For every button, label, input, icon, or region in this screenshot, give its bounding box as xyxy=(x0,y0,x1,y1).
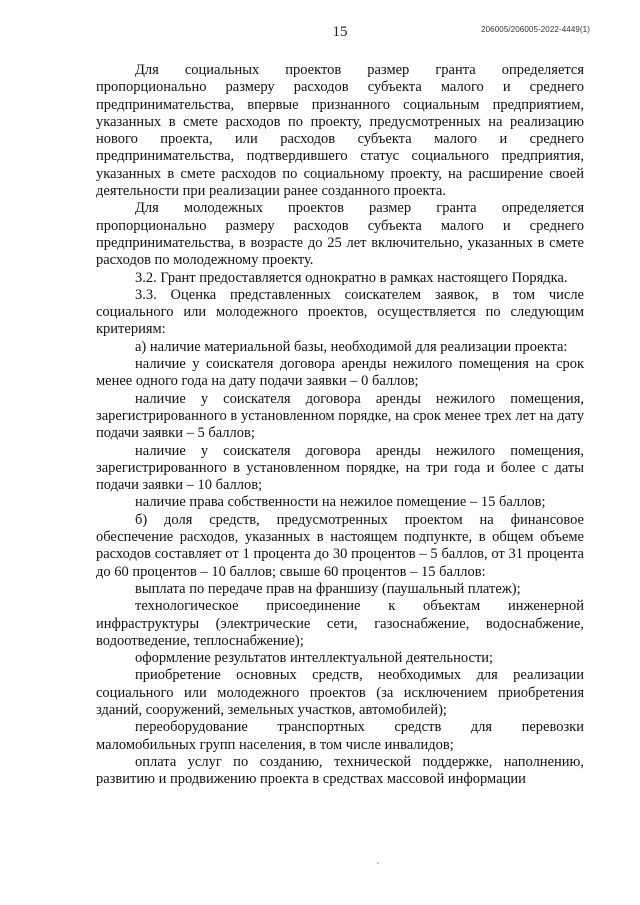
document-body xyxy=(96,62,584,788)
document-id: 206005/206005-2022-4449(1) xyxy=(481,25,590,34)
paragraph: наличие у соискателя договора аренды нежилого помещения на срок менее одного года на дату подачи заявки – 0 баллов; xyxy=(96,356,584,390)
page-number: 15 xyxy=(332,24,348,40)
paragraph: б) доля средств, предусмотренных проектом на финансовое обеспечение расходов, указанных в настоящем подпункте, в общем объеме расходов составляет от 1 процента до 30 процентов – 5 баллов, от 31 процента до 60 процентов – 10 баллов; свыше 60 процентов – 15 баллов: xyxy=(96,511,584,580)
paragraph: переоборудование транспортных средств для перевозки маломобильных групп населения, в том числе инвалидов; xyxy=(96,719,584,753)
paragraph: приобретение основных средств, необходимых для реализации социального или молодежного проектов (за исключением приобретения зданий, сооружений, земельных участков, автомобилей); xyxy=(96,667,584,718)
paragraph: 3.3. Оценка представленных соискателем заявок, в том числе социального или молодежного проектов, осуществляется по следующим критериям: xyxy=(96,286,584,338)
paragraph: Для социальных проектов размер гранта определяется пропорционально размеру расходов субъекта малого и среднего предпринимательства, впервые признанного социальным предприятием, указанных в смете расходов по проекту, предусмотренных на реализацию нового проекта, или расходов субъекта малого и среднего предпринимательства, подтвердившего статус социального предприятия, указанных в смете расходов по социальному проекту, на расширение своей деятельности при реализации ранее созданного проекта. xyxy=(96,62,584,200)
paragraph: оплата услуг по созданию, технической поддержке, наполнению, развитию и продвижению проекта в средствах массовой информации xyxy=(96,753,584,788)
paragraph: технологическое присоединение к объектам инженерной инфраструктуры (электрические сети, газоснабжение, водоснабжение, водоотведение, теплоснабжение); xyxy=(96,598,584,649)
scan-speck xyxy=(377,862,379,864)
paragraph: выплата по передаче прав на франшизу (паушальный платеж); xyxy=(135,580,521,597)
paragraph: наличие у соискателя договора аренды нежилого помещения, зарегистрированного в установленном порядке, на срок менее трех лет на дату подачи заявки – 5 баллов; xyxy=(96,390,584,442)
paragraph: Для молодежных проектов размер гранта определяется пропорционально размеру расходов субъекта малого и среднего предпринимательства, в возрасте до 25 лет включительно, указанных в смете расходов по молодежному проекту. xyxy=(96,200,584,269)
paragraph: а) наличие материальной базы, необходимой для реализации проекта: xyxy=(135,338,568,355)
paragraph: оформление результатов интеллектуальной деятельности; xyxy=(135,650,494,667)
paragraph: наличие у соискателя договора аренды нежилого помещения, зарегистрированного в установленном порядке, на три года и более с даты подачи заявки – 10 баллов; xyxy=(96,442,584,494)
paragraph: наличие права собственности на нежилое помещение – 15 баллов; xyxy=(135,494,546,511)
paragraph: 3.2. Грант предоставляется однократно в рамках настоящего Порядка. xyxy=(135,269,568,286)
